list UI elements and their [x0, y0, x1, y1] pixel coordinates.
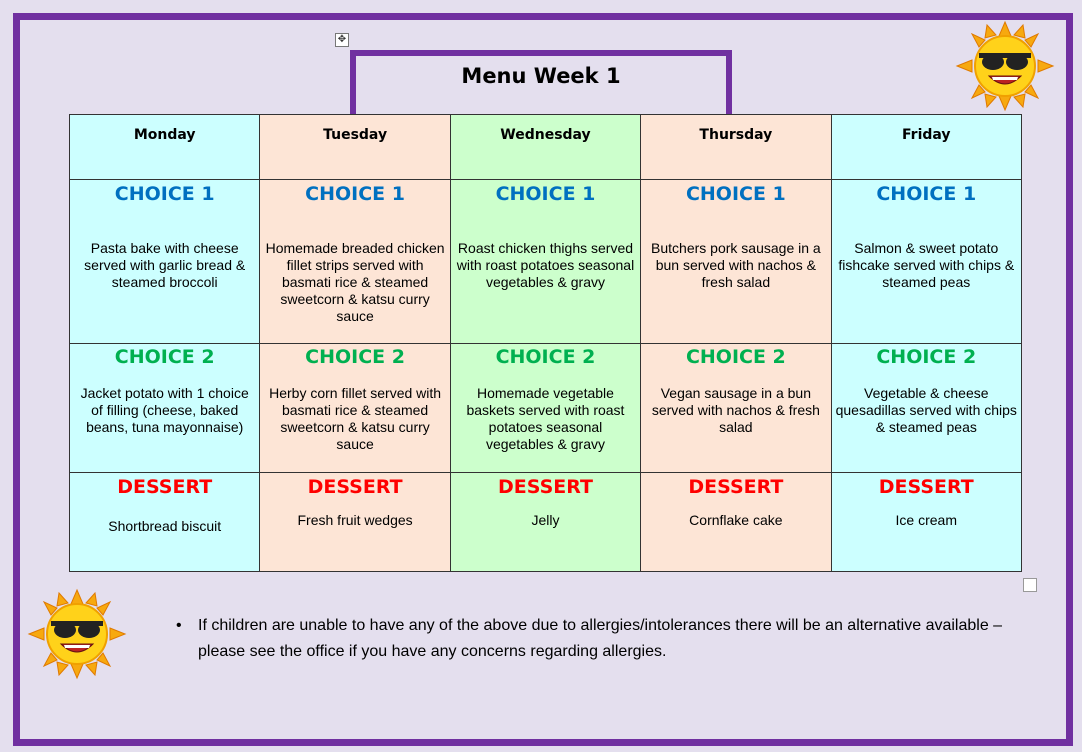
title-box: [350, 50, 732, 124]
menu-cell: [260, 180, 450, 344]
table-resize-handle[interactable]: [1023, 578, 1037, 592]
choice-2-dish: Jacket potato with 1 choice of filling (cheese, baked beans, tuna mayonnaise): [80, 385, 249, 435]
choice-2-label: CHOICE 2: [876, 346, 977, 368]
menu-cell: [831, 344, 1021, 473]
menu-table: [69, 114, 1022, 572]
dessert-dish: Ice cream: [895, 512, 958, 528]
choice-1-label: CHOICE 1: [495, 183, 596, 205]
table-row: [70, 344, 1022, 473]
day-header-thursday: Thursday: [641, 115, 831, 180]
table-row: [70, 180, 1022, 344]
dessert-label: DESSERT: [878, 476, 974, 498]
sun-sunglasses-icon: [952, 20, 1058, 112]
menu-cell: [260, 344, 450, 473]
allergy-note: [176, 613, 1006, 665]
day-header-friday: Friday: [831, 115, 1021, 180]
choice-1-dish: Butchers pork sausage in a bun served with nachos & fresh salad: [651, 240, 821, 290]
choice-2-dish: Homemade vegetable baskets served with roast potatoes seasonal vegetables & gravy: [466, 385, 625, 452]
dessert-label: DESSERT: [307, 476, 403, 498]
menu-cell: [641, 180, 831, 344]
allergy-note-text: If children are unable to have any of the above due to allergies/intolerances there will be an alternative available – please see the office if you have any concerns regarding allergies.: [198, 617, 1003, 660]
choice-2-dish: Vegan sausage in a bun served with nachos & fresh salad: [651, 385, 820, 435]
day-header-monday: Monday: [70, 115, 260, 180]
sun-sunglasses-icon: [24, 588, 130, 680]
dessert-dish: Shortbread biscuit: [108, 518, 222, 534]
menu-cell: [450, 473, 640, 572]
menu-cell: [641, 473, 831, 572]
dessert-label: DESSERT: [497, 476, 593, 498]
choice-1-dish: Roast chicken thighs served with roast potatoes seasonal vegetables & gravy: [456, 240, 635, 290]
choice-1-dish: Salmon & sweet potato fishcake served with chips & steamed peas: [838, 240, 1015, 290]
choice-1-label: CHOICE 1: [114, 183, 215, 205]
choice-1-dish: Pasta bake with cheese served with garlic bread & steamed broccoli: [84, 240, 246, 290]
menu-cell: [831, 473, 1021, 572]
dessert-dish: Jelly: [531, 512, 560, 528]
choice-1-dish: Homemade breaded chicken fillet strips served with basmati rice & steamed sweetcorn & katsu curry sauce: [265, 240, 445, 324]
table-move-handle[interactable]: ✥: [335, 33, 349, 47]
menu-cell: [70, 180, 260, 344]
menu-cell: [450, 180, 640, 344]
choice-1-label: CHOICE 1: [305, 183, 405, 205]
menu-cell: [260, 473, 450, 572]
menu-cell: [831, 180, 1021, 344]
table-row: [70, 473, 1022, 572]
table-row: [70, 115, 1022, 180]
choice-1-label: CHOICE 1: [685, 183, 786, 205]
menu-cell: [70, 473, 260, 572]
day-header-tuesday: Tuesday: [260, 115, 450, 180]
choice-2-label: CHOICE 2: [114, 346, 215, 368]
dessert-dish: Fresh fruit wedges: [297, 512, 413, 528]
choice-2-label: CHOICE 2: [305, 346, 405, 368]
choice-2-dish: Herby corn fillet served with basmati rice & steamed sweetcorn & katsu curry sauce: [269, 385, 442, 452]
dessert-dish: Cornflake cake: [689, 512, 783, 528]
choice-2-label: CHOICE 2: [685, 346, 786, 368]
page-title: Menu Week 1: [461, 64, 621, 88]
menu-cell: [70, 344, 260, 473]
choice-2-dish: Vegetable & cheese quesadillas served with chips & steamed peas: [835, 385, 1017, 435]
choice-1-label: CHOICE 1: [876, 183, 977, 205]
day-header-wednesday: Wednesday: [450, 115, 640, 180]
bullet-icon: •: [176, 617, 182, 634]
menu-cell: [641, 344, 831, 473]
choice-2-label: CHOICE 2: [495, 346, 596, 368]
dessert-label: DESSERT: [688, 476, 784, 498]
dessert-label: DESSERT: [117, 476, 213, 498]
menu-cell: [450, 344, 640, 473]
